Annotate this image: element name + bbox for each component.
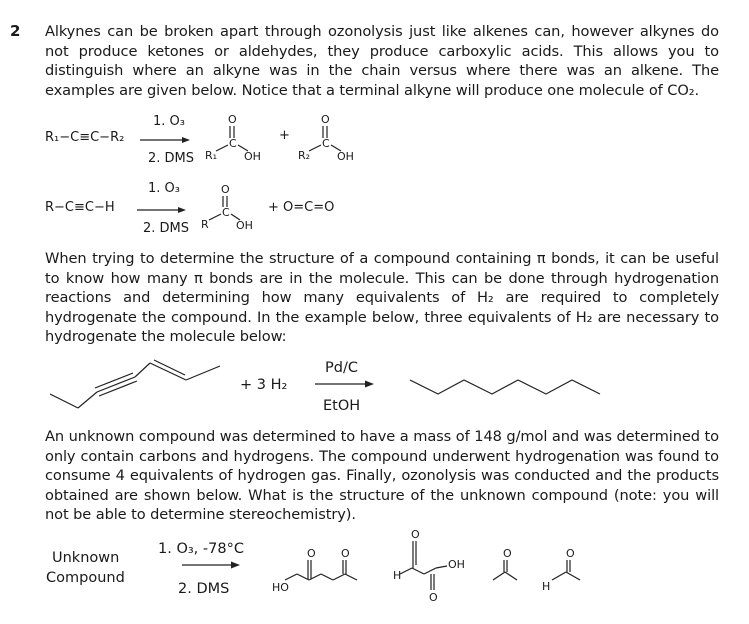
ketoacid-oh: OH	[448, 558, 465, 571]
acetaldehyde-h: H	[542, 580, 551, 593]
scheme1-plus: +	[279, 128, 290, 143]
scheme1-product2-o: O	[321, 113, 330, 126]
ketoacid-o-bottom: O	[429, 591, 438, 604]
hydrogenation-reagent: + 3 H₂	[240, 377, 288, 393]
scheme2-arrow	[137, 207, 186, 213]
scheme1-product2-oh: OH	[337, 150, 354, 163]
scheme2-product-c: C	[222, 206, 230, 219]
decane-structure	[410, 380, 600, 394]
scheme2-step2: 2. DMS	[143, 221, 190, 236]
scheme1-product2-bonds	[309, 126, 341, 151]
problem-paragraph: An unknown compound was determined to have a mass of 148 g/mol and was determined to only contain carbons and hydrogens. The compound underwent hydrogenation was found to consume 4 equivalents of hydrogen gas. Finally, ozonolysis was conducted and the products obtained are shown below. What is the structure of the unknown compound (note: you will not be able to determine stereochemistry).	[45, 428, 719, 524]
scheme2-step1: 1. O₃	[148, 181, 180, 196]
product-acetone	[493, 560, 517, 580]
scheme1-product1-r1: R₁	[205, 149, 218, 162]
question-number: 2	[10, 22, 21, 40]
product-dicarbonyl	[285, 560, 357, 580]
diacid-o2: O	[341, 547, 350, 560]
enyne-structure	[50, 360, 220, 408]
scheme1-step1: 1. O₃	[153, 114, 185, 129]
scheme2-product-bonds	[209, 196, 240, 220]
scheme1-product2-c: C	[322, 137, 330, 150]
scheme2-product-oh: OH	[236, 219, 253, 232]
final-arrow	[182, 562, 240, 569]
scheme2-product-o: O	[221, 183, 230, 196]
hydrogenation-catalyst: Pd/C	[325, 360, 358, 376]
acetone-o: O	[503, 547, 512, 560]
scheme1-step2: 2. DMS	[148, 151, 195, 166]
diacid-ho: HO	[272, 581, 289, 594]
product-ketoacid	[400, 541, 447, 590]
diacid-o1: O	[307, 547, 316, 560]
intro-paragraph: Alkynes can be broken apart through ozonolysis just like alkenes can, however alkynes do not produce ketones or aldehydes, they produce carboxylic acids. This allows you to distinguish where an alkyne was in the chain versus where there was an alkene. The examples are given below. Notice that a terminal alkyne will produce one molecule of CO₂.	[45, 23, 719, 99]
ketoacid-h: H	[393, 569, 402, 582]
final-step2: 2. DMS	[178, 581, 230, 597]
hydrogenation-arrow	[315, 381, 374, 388]
acetaldehyde-o: O	[566, 547, 575, 560]
scheme1-product1-c: C	[229, 137, 237, 150]
product-acetaldehyde	[552, 560, 580, 580]
scheme1-reactant: R₁−C≡C−R₂	[45, 130, 125, 145]
ketoacid-o-top: O	[411, 528, 420, 541]
scheme1-product1-oh: OH	[244, 150, 261, 163]
scheme2-reactant: R−C≡C−H	[45, 200, 115, 215]
hydrogenation-solvent: EtOH	[323, 398, 361, 414]
scheme1-arrow	[140, 137, 190, 143]
final-step1: 1. O₃, -78°C	[158, 541, 244, 557]
scheme2-product-r: R	[201, 218, 209, 231]
scheme1-product2-r2: R₂	[298, 149, 311, 162]
scheme1-product1-o: O	[228, 113, 237, 126]
scheme2-co2: + O=C=O	[268, 200, 335, 215]
hydrogenation-paragraph: When trying to determine the structure of a compound containing π bonds, it can be useful to know how many π bonds are in the molecule. This can be done through hydrogenation reactions and determining how many equivalents of H₂ are required to completely hydrogenate the compound. In the example below, three equivalents of H₂ are necessary to hydrogenate the molecule below:	[45, 250, 719, 346]
unknown-label-line1: Unknown	[52, 550, 120, 566]
scheme1-product1-bonds	[216, 126, 248, 151]
unknown-label-line2: Compound	[46, 570, 125, 586]
